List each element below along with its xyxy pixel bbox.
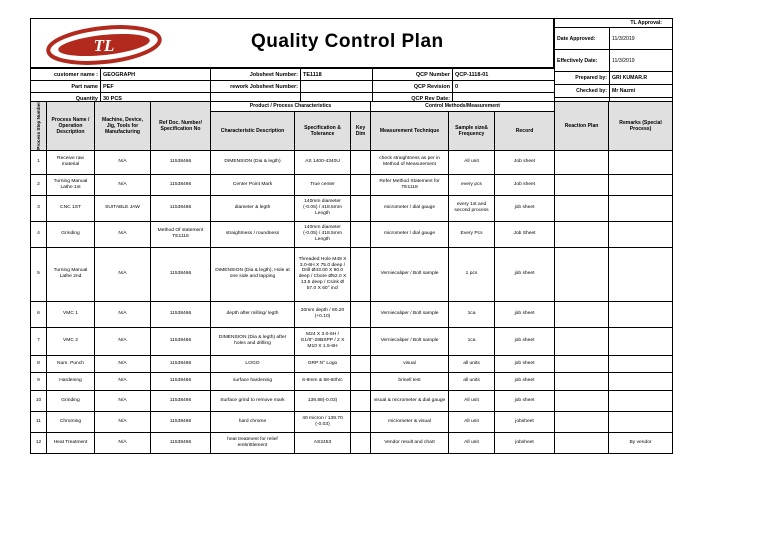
cell-record: job sheet [495, 247, 555, 301]
cell-step-number: 11 [31, 411, 47, 432]
part-name-value: PEF [101, 81, 211, 93]
cell-process-name: Hardening [47, 372, 95, 390]
col-characteristic: Characteristic Description [211, 111, 295, 150]
page-title: Quality Control Plan [251, 31, 444, 52]
approval-value: 11/3/2019 [610, 50, 673, 72]
col-measurement: Measurement Technique [371, 111, 449, 150]
approval-row [555, 19, 673, 28]
cell-specification: 20mm depth / 80.20 (+0.10) [295, 301, 351, 327]
cell-remarks [609, 221, 673, 247]
cell-characteristic: Center Point Mark [211, 174, 295, 195]
cell-key-dim [351, 301, 371, 327]
cell-specification: GRP N° Logo [295, 355, 351, 372]
cell-sample-size: Every Pcs [449, 221, 495, 247]
customer-name-label: customer name : [31, 69, 101, 81]
cell-step-number: 1 [31, 150, 47, 174]
cell-specification: M24 X 3.0-6H / G1/8"-28BSPP / 2 X M10 X 1.5-6H [295, 327, 351, 355]
cell-record: jobsheet [495, 432, 555, 453]
cell-specification: Threaded Hole M48 X 3.0-6H X 75.0 deep / Drill Ø43.00 X 90.0 deep / Cbore Ø52.0 X 13.5 deep / Csink Ø 57.0 X 60° incl [295, 247, 351, 301]
table-row [31, 372, 673, 390]
cell-specification: 140mm diameter (-0.05) / 418.5mm Length [295, 195, 351, 221]
cell-reaction-plan [555, 221, 609, 247]
cell-sample-size: every 1st and second process [449, 195, 495, 221]
cell-key-dim [351, 150, 371, 174]
cell-step-number: 8 [31, 355, 47, 372]
cell-reaction-plan [555, 174, 609, 195]
cell-sample-size: every pcs [449, 174, 495, 195]
cell-record: Job sheet [495, 150, 555, 174]
approval-value: Mr Nazmi [610, 85, 673, 98]
cell-record: Job sheet [495, 174, 555, 195]
qcp-number-label: QCP Number [373, 69, 453, 81]
approval-row [555, 72, 673, 85]
cell-measurement: micrometer / dial gauge [371, 221, 449, 247]
col-sample: Sample size& Frequency [449, 111, 495, 150]
cell-remarks [609, 390, 673, 411]
cell-specification: True center [295, 174, 351, 195]
approval-value: GRI KUMAR.R [610, 72, 673, 85]
cell-key-dim [351, 390, 371, 411]
cell-reaction-plan [555, 301, 609, 327]
cell-record: job sheet [495, 301, 555, 327]
cell-measurement: check straightness as per in Method of Measurement [371, 150, 449, 174]
approval-row [555, 28, 673, 50]
cell-measurement: visual & micrometer & dial gauge [371, 390, 449, 411]
cell-remarks [609, 411, 673, 432]
cell-ref-doc: Method Of statement TE1118 [151, 221, 211, 247]
cell-step-number: 4 [31, 221, 47, 247]
jobsheet-label: Jobsheet Number: [211, 69, 301, 81]
col-spec: Specification & Tolerance [295, 111, 351, 150]
info-block [30, 68, 555, 105]
approval-title: TL Approval: [555, 19, 673, 28]
approval-row [555, 85, 673, 98]
cell-remarks: By vendor [609, 432, 673, 453]
cell-record: job sheet [495, 372, 555, 390]
group-product: Product / Process Characteristics [211, 102, 371, 112]
cell-process-name: Chroming [47, 411, 95, 432]
cell-measurement: Verniecaliper / Bolt sample [371, 327, 449, 355]
table-row [31, 301, 673, 327]
cell-specification: 139.88(-0.03) [295, 390, 351, 411]
cell-machine: N/A [95, 390, 151, 411]
col-key-dim: Key Dim [351, 111, 371, 150]
cell-ref-doc: 11538466 [151, 247, 211, 301]
cell-step-number: 5 [31, 247, 47, 301]
table-row [31, 174, 673, 195]
cell-key-dim [351, 221, 371, 247]
cell-measurement: Verniecaliper / Bolt sample [371, 247, 449, 301]
cell-process-name: Turning Manual Lathe 2nd [47, 247, 95, 301]
cell-machine: N/A [95, 247, 151, 301]
cell-measurement: micrometer & visual [371, 411, 449, 432]
qcp-revision-value: 0 [453, 81, 555, 93]
cell-measurement: Verniecaliper / Bolt sample [371, 301, 449, 327]
cell-remarks [609, 372, 673, 390]
cell-step-number: 12 [31, 432, 47, 453]
cell-reaction-plan [555, 150, 609, 174]
cell-process-name: Grinding [47, 221, 95, 247]
cell-key-dim [351, 174, 371, 195]
cell-process-name: VMC 1 [47, 301, 95, 327]
cell-characteristic: diameter & legth [211, 195, 295, 221]
table-row [31, 195, 673, 221]
cell-ref-doc: 11538466 [151, 327, 211, 355]
rework-label: rework Jobsheet Number: [211, 81, 301, 93]
cell-machine: N/A [95, 355, 151, 372]
cell-process-name: Receive raw material [47, 150, 95, 174]
table-row [31, 150, 673, 174]
title-header [30, 18, 554, 68]
rework-value [301, 81, 373, 93]
col-reaction: Reaction Plan [555, 102, 609, 151]
cell-reaction-plan [555, 355, 609, 372]
approval-label: Date Approved: [555, 28, 610, 50]
cell-ref-doc: 11538466 [151, 411, 211, 432]
cell-ref-doc: 11538466 [151, 432, 211, 453]
cell-reaction-plan [555, 432, 609, 453]
cell-reaction-plan [555, 390, 609, 411]
cell-remarks [609, 174, 673, 195]
cell-characteristic: LOGO [211, 355, 295, 372]
col-machine: Machine, Device, Jig, Tools for Manufacturing [95, 102, 151, 151]
cell-key-dim [351, 411, 371, 432]
cell-machine: N/A [95, 372, 151, 390]
cell-sample-size: all units [449, 355, 495, 372]
cell-reaction-plan [555, 411, 609, 432]
cell-measurement: visual [371, 355, 449, 372]
cell-sample-size: 1 pcs [449, 247, 495, 301]
cell-characteristic: depth after milling/ legth [211, 301, 295, 327]
logo-text: TL [93, 36, 115, 55]
approval-label: Prepared by: [555, 72, 610, 85]
cell-machine: N/A [95, 221, 151, 247]
cell-key-dim [351, 432, 371, 453]
cell-reaction-plan [555, 327, 609, 355]
group-header-row [31, 102, 673, 112]
cell-ref-doc: 11538466 [151, 355, 211, 372]
cell-step-number: 3 [31, 195, 47, 221]
cell-remarks [609, 195, 673, 221]
info-row [31, 69, 555, 81]
cell-measurement: micrometer / dial gauge [371, 195, 449, 221]
cell-record: job sheet [495, 390, 555, 411]
cell-step-number: 10 [31, 390, 47, 411]
cell-remarks [609, 355, 673, 372]
approval-row [555, 50, 673, 72]
approval-label: Effectively Date: [555, 50, 610, 72]
table-row [31, 411, 673, 432]
col-process-no: Process Step Number [31, 102, 47, 151]
cell-specification: 40 micron / 139.70 (-0.03) [295, 411, 351, 432]
cell-process-name: VMC 2 [47, 327, 95, 355]
cell-remarks [609, 327, 673, 355]
cell-measurement: brinell test [371, 372, 449, 390]
approval-value: 11/3/2019 [610, 28, 673, 50]
cell-remarks [609, 301, 673, 327]
cell-step-number: 2 [31, 174, 47, 195]
cell-ref-doc: 11538466 [151, 301, 211, 327]
table-row [31, 247, 673, 301]
cell-reaction-plan [555, 195, 609, 221]
cell-machine: N/A [95, 411, 151, 432]
cell-record: job sheet [495, 327, 555, 355]
cell-characteristic: surface hardening [211, 372, 295, 390]
col-record: Record [495, 111, 555, 150]
cell-characteristic: straightness / roundness [211, 221, 295, 247]
cell-record: Job Sheet [495, 221, 555, 247]
cell-sample-size: 1ca [449, 301, 495, 327]
cell-sample-size: All unit [449, 432, 495, 453]
cell-machine: N/A [95, 301, 151, 327]
cell-process-name: Grinding [47, 390, 95, 411]
customer-name-value: GEOGRAPH [101, 69, 211, 81]
cell-key-dim [351, 327, 371, 355]
quantity-value: 30 PCS [101, 93, 211, 105]
cell-ref-doc: 11538466 [151, 174, 211, 195]
cell-key-dim [351, 195, 371, 221]
cell-ref-doc: 11538466 [151, 150, 211, 174]
cell-process-name: Num. Punch [47, 355, 95, 372]
cell-process-name: Heat Treatment [47, 432, 95, 453]
qcp-number-value: QCP-1118-01 [453, 69, 555, 81]
cell-record: job sheet [495, 355, 555, 372]
qcp-revision-label: QCP Revision [373, 81, 453, 93]
cell-ref-doc: 11538466 [151, 390, 211, 411]
cell-reaction-plan [555, 372, 609, 390]
quantity-label: Quantity [31, 93, 101, 105]
cell-process-name: Turning Manual Lathe 1st [47, 174, 95, 195]
cell-measurement: Vendor result and chart [371, 432, 449, 453]
cell-key-dim [351, 247, 371, 301]
cell-sample-size: 1ca [449, 327, 495, 355]
table-row [31, 390, 673, 411]
cell-characteristic: DIMENSION (Dia & legth) after holes and drilling [211, 327, 295, 355]
table-row [31, 327, 673, 355]
cell-machine: N/A [95, 432, 151, 453]
col-remarks: Remarks (Special Process) [609, 102, 673, 151]
cell-remarks [609, 247, 673, 301]
cell-sample-size: all units [449, 372, 495, 390]
cell-sample-size: All unit [449, 150, 495, 174]
cell-sample-size: All unit [449, 411, 495, 432]
cell-machine: N/A [95, 150, 151, 174]
cell-specification: AS 1400-4340U [295, 150, 351, 174]
cell-process-name: CNC 1ST [47, 195, 95, 221]
cell-machine: N/A [95, 174, 151, 195]
cell-ref-doc: 11538466 [151, 195, 211, 221]
approval-label: Checked by: [555, 85, 610, 98]
cell-characteristic: hard chrome [211, 411, 295, 432]
table-row [31, 355, 673, 372]
cell-record: job sheet [495, 195, 555, 221]
table-row [31, 432, 673, 453]
col-process-name: Process Name / Operation Description [47, 102, 95, 151]
cell-key-dim [351, 372, 371, 390]
cell-remarks [609, 150, 673, 174]
approval-block [554, 18, 673, 111]
cell-step-number: 9 [31, 372, 47, 390]
cell-sample-size: All unit [449, 390, 495, 411]
cell-step-number: 6 [31, 301, 47, 327]
control-plan-table [30, 101, 673, 454]
cell-step-number: 7 [31, 327, 47, 355]
cell-key-dim [351, 355, 371, 372]
cell-specification: AS2453 [295, 432, 351, 453]
col-ref-doc: Ref Doc. Number/ Specification No [151, 102, 211, 151]
cell-measurement: Refer Method Statement for TE1118 [371, 174, 449, 195]
cell-reaction-plan [555, 247, 609, 301]
table-row [31, 221, 673, 247]
part-name-label: Part name [31, 81, 101, 93]
cell-specification: 6-8mm & 58-60hrc [295, 372, 351, 390]
info-row [31, 81, 555, 93]
cell-characteristic: heat treatment for relief embrittlement [211, 432, 295, 453]
cell-characteristic: DIMENSION (Dia & legth), Hole at one side and tapping [211, 247, 295, 301]
cell-specification: 140mm diameter (-0.05) / 418.5mm Length [295, 221, 351, 247]
company-logo [45, 24, 163, 66]
cell-record: jobsheet [495, 411, 555, 432]
jobsheet-value: TE1118 [301, 69, 373, 81]
cell-machine: SUITABLE JAW [95, 195, 151, 221]
qcp-rev-date-label: QCP Rev Date: [373, 93, 453, 105]
cell-characteristic: Surface grind to remove mark [211, 390, 295, 411]
cell-ref-doc: 11538466 [151, 372, 211, 390]
group-control: Control Methods/Measurement [371, 102, 555, 112]
cell-characteristic: DIMENSION (Dia & legth) [211, 150, 295, 174]
cell-machine: N/A [95, 327, 151, 355]
